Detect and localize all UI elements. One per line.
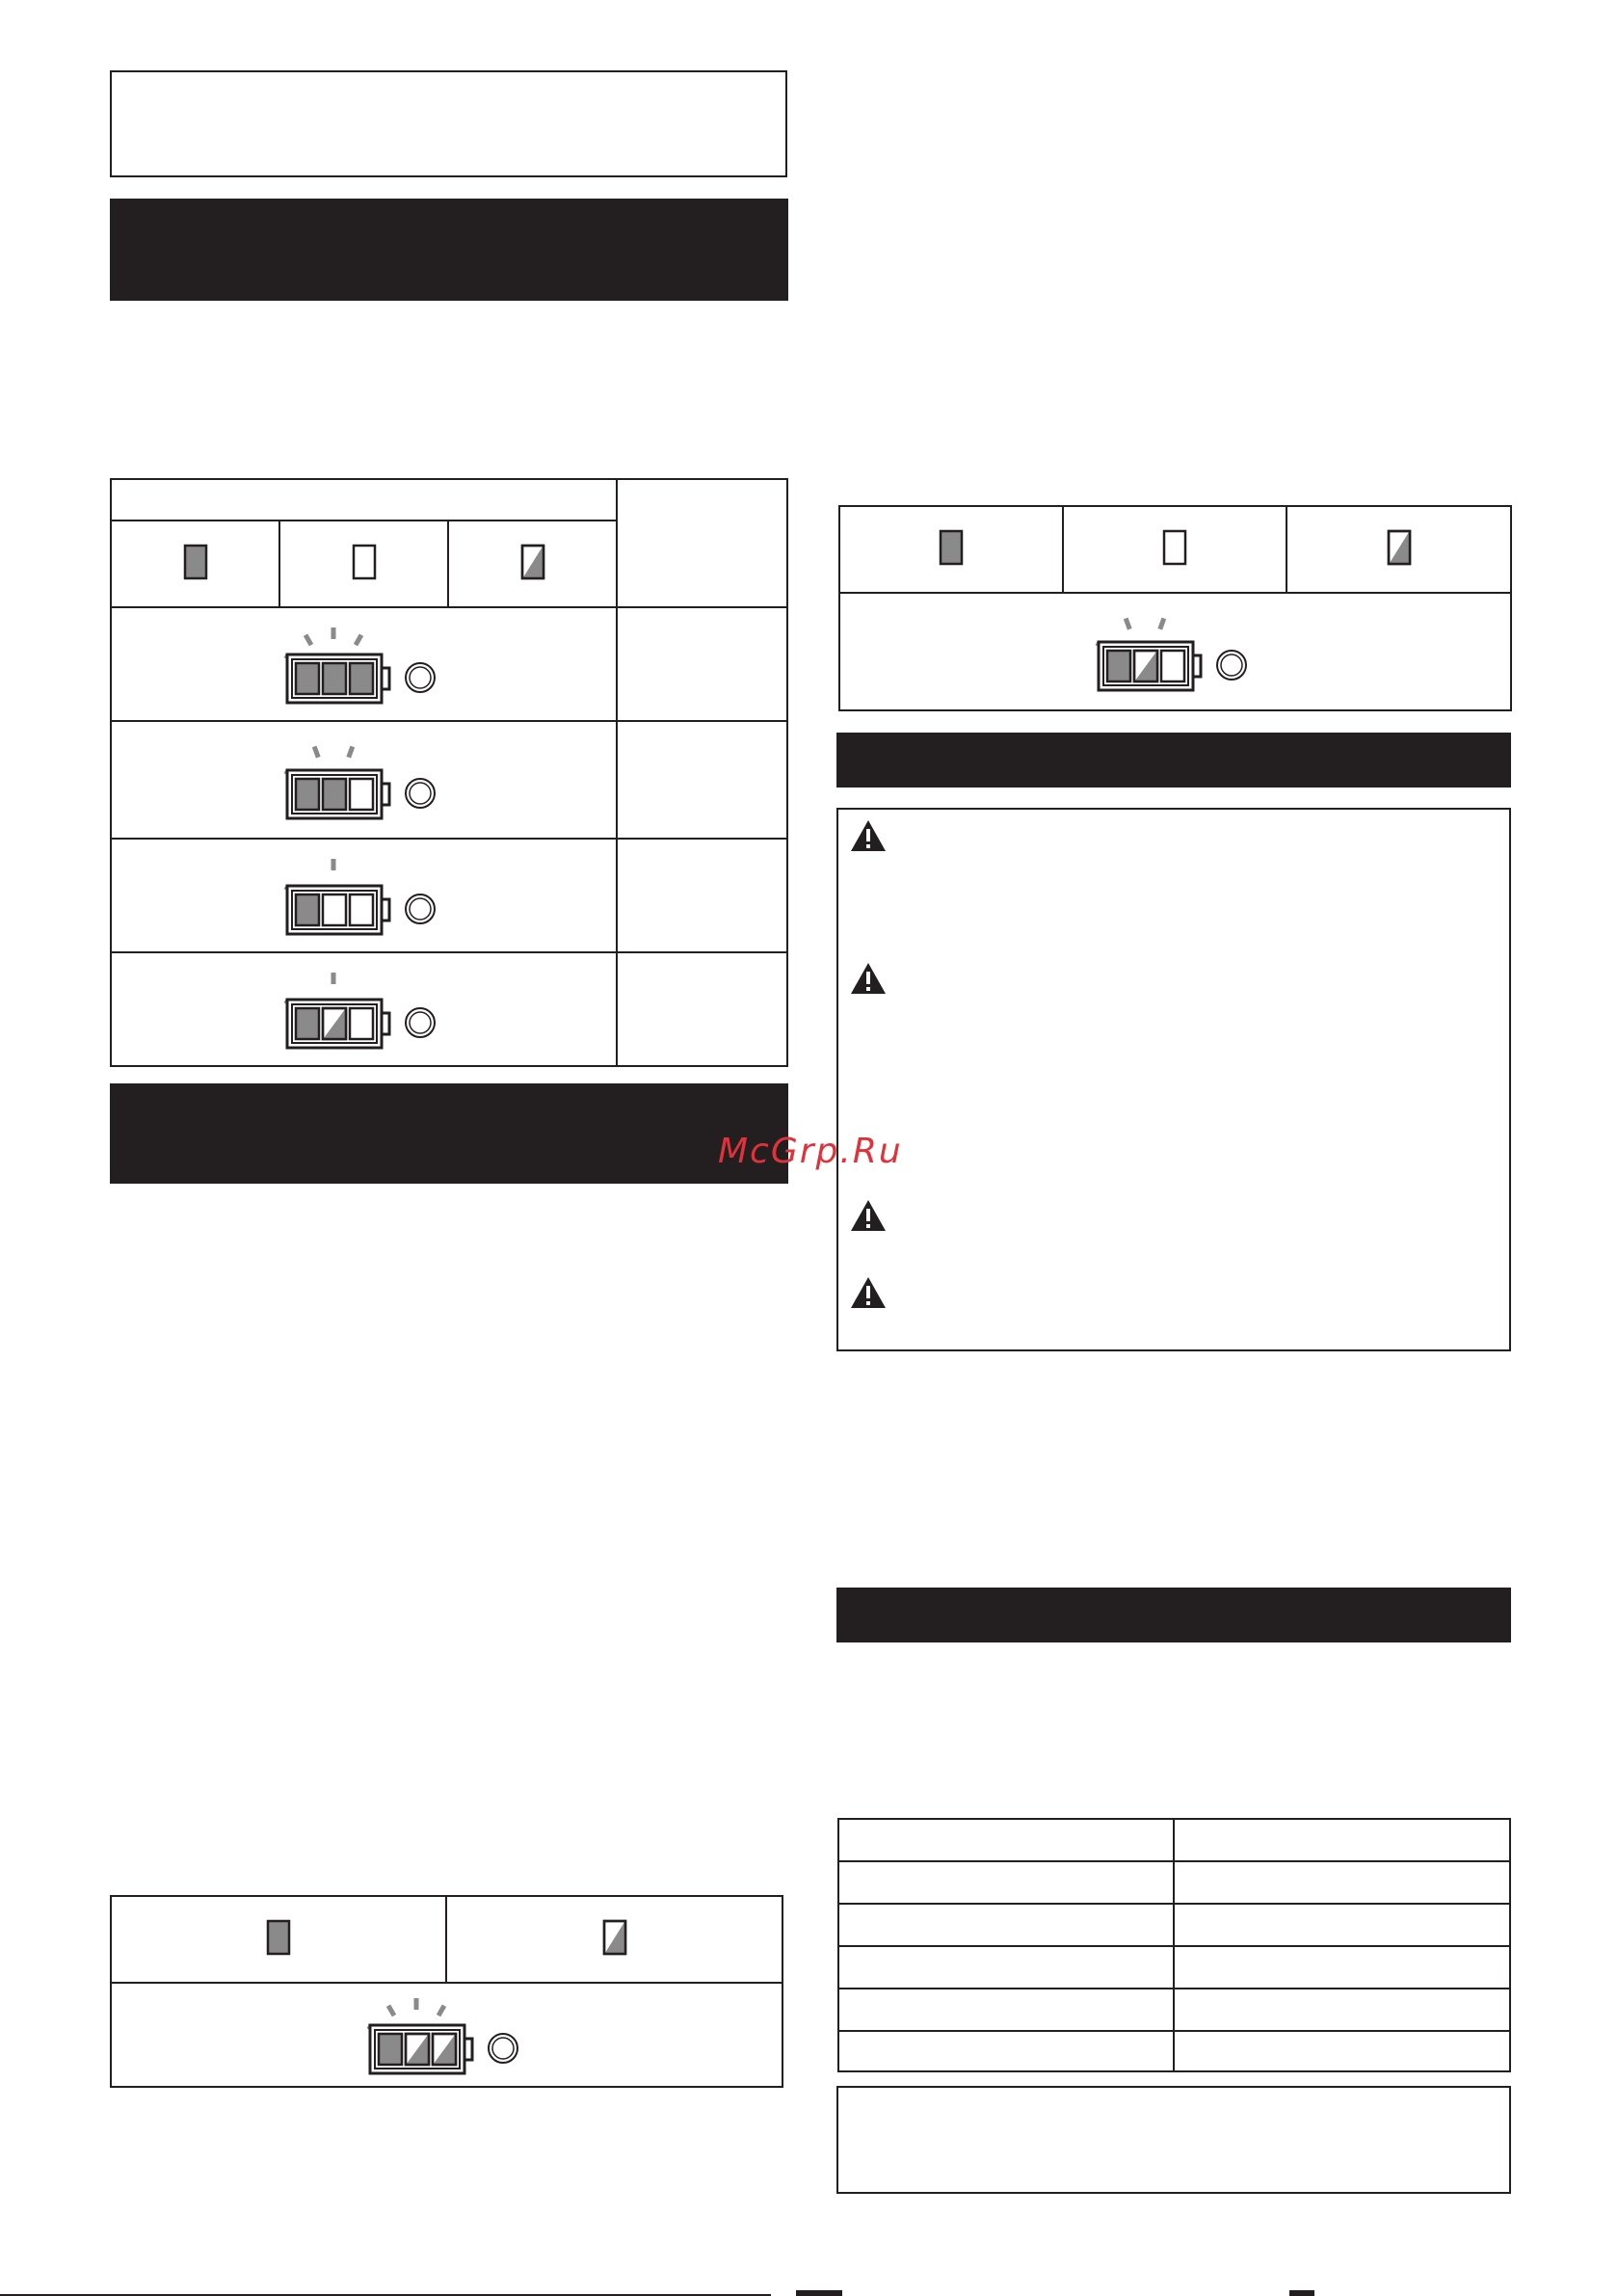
battery-indicator-icon — [268, 963, 461, 1052]
warning-triangle-icon — [850, 1199, 887, 1232]
specs-cell — [1174, 1819, 1510, 1861]
battery-terminal — [382, 899, 389, 921]
lamp-on-legend-3 — [839, 506, 1063, 593]
battery-terminal — [464, 2039, 472, 2060]
capacity-cell-4 — [617, 952, 787, 1066]
lamp-off-legend-3 — [1063, 506, 1286, 593]
lamp-on-icon — [183, 544, 208, 580]
battery-terminal — [382, 1013, 389, 1034]
indicator-row-1 — [111, 607, 617, 721]
battery-segment — [350, 894, 373, 925]
warning-item-1 — [850, 819, 887, 852]
lamp-blinking-icon — [602, 1919, 627, 1956]
bottom-note-box — [836, 2086, 1511, 2194]
battery-segment — [323, 779, 346, 810]
specs-cell — [1174, 1904, 1510, 1946]
battery-segment — [296, 663, 319, 694]
blink-ray — [438, 2005, 444, 2015]
warning-item-2 — [850, 962, 887, 995]
indicator-row-2 — [111, 721, 617, 839]
specs-cell — [838, 1819, 1174, 1861]
capacity-cell-1 — [617, 607, 787, 721]
lamp-blinking-legend — [448, 521, 617, 607]
indicator-lamps-header — [111, 479, 617, 521]
indicator-row-3 — [111, 839, 617, 952]
section-heading-bar-4 — [836, 1588, 1511, 1642]
capacity-cell-2 — [617, 721, 787, 839]
lamp-blinking-icon — [520, 544, 545, 580]
battery-indicator-icon — [268, 734, 461, 822]
blink-ray — [388, 2005, 394, 2015]
lamp-blinking-icon — [1387, 529, 1412, 566]
remaining-capacity-header — [617, 479, 787, 607]
blink-ray — [1126, 618, 1129, 628]
indicator-row-4 — [111, 952, 617, 1066]
blink-ray — [314, 746, 318, 757]
battery-segment — [350, 663, 373, 694]
watermark-text: McGrp.Ru — [718, 1132, 903, 1171]
specs-cell — [1174, 2031, 1510, 2071]
protection-indicator-row-right — [839, 593, 1511, 710]
blink-ray — [348, 746, 352, 757]
lamp-on-icon — [939, 529, 964, 566]
blink-ray — [356, 634, 361, 644]
battery-segment — [350, 779, 373, 810]
capacity-cell-3 — [617, 839, 787, 952]
warning-item-3 — [850, 1199, 887, 1232]
footer-mark — [1289, 2290, 1314, 2296]
warnings-box — [836, 808, 1511, 1351]
battery-indicator-icon — [351, 1989, 544, 2077]
specs-cell — [1174, 1989, 1510, 2031]
lamp-blinking-legend-2 — [446, 1896, 782, 1983]
footer-mark — [796, 2290, 842, 2296]
lamp-blinking-legend-3 — [1286, 506, 1511, 593]
battery-segment — [323, 663, 346, 694]
warning-triangle-icon — [850, 819, 887, 852]
lamp-on-icon — [266, 1919, 291, 1956]
battery-terminal — [382, 784, 389, 805]
specs-cell — [1174, 1946, 1510, 1989]
top-note-box — [110, 70, 787, 177]
battery-indicator-icon — [268, 618, 461, 707]
battery-indicator-icon — [1079, 605, 1272, 694]
protection-indicator-table-right — [838, 505, 1512, 711]
lamp-off-icon — [352, 544, 377, 580]
protection-indicator-table-left — [110, 1895, 783, 2088]
battery-indicator-icon — [268, 849, 461, 938]
warning-triangle-icon — [850, 1276, 887, 1309]
specs-cell — [838, 1904, 1174, 1946]
battery-segment — [379, 2034, 402, 2065]
warning-triangle-icon — [850, 962, 887, 995]
battery-terminal — [1193, 655, 1201, 677]
battery-segment — [296, 779, 319, 810]
blink-ray — [1159, 618, 1163, 628]
battery-terminal — [382, 668, 389, 689]
specs-cell — [838, 1946, 1174, 1989]
specs-table — [837, 1818, 1511, 2072]
battery-segment — [296, 1008, 319, 1039]
lamp-on-legend — [111, 521, 279, 607]
battery-segment — [296, 894, 319, 925]
protection-indicator-row-left — [111, 1983, 782, 2087]
battery-segment — [1107, 651, 1130, 681]
specs-cell — [838, 1861, 1174, 1904]
lamp-on-legend-2 — [111, 1896, 446, 1983]
section-heading-bar-1 — [110, 199, 788, 301]
section-heading-bar-2 — [110, 1083, 788, 1184]
lamp-off-icon — [1162, 529, 1187, 566]
blink-ray — [305, 634, 311, 644]
specs-cell — [1174, 1861, 1510, 1904]
warning-item-4 — [850, 1276, 887, 1309]
battery-level-table — [110, 478, 788, 1067]
battery-segment — [323, 894, 346, 925]
battery-segment — [1161, 651, 1184, 681]
section-heading-bar-3 — [836, 733, 1511, 788]
specs-cell — [838, 1989, 1174, 2031]
lamp-off-legend — [279, 521, 448, 607]
battery-segment — [350, 1008, 373, 1039]
specs-cell — [838, 2031, 1174, 2071]
